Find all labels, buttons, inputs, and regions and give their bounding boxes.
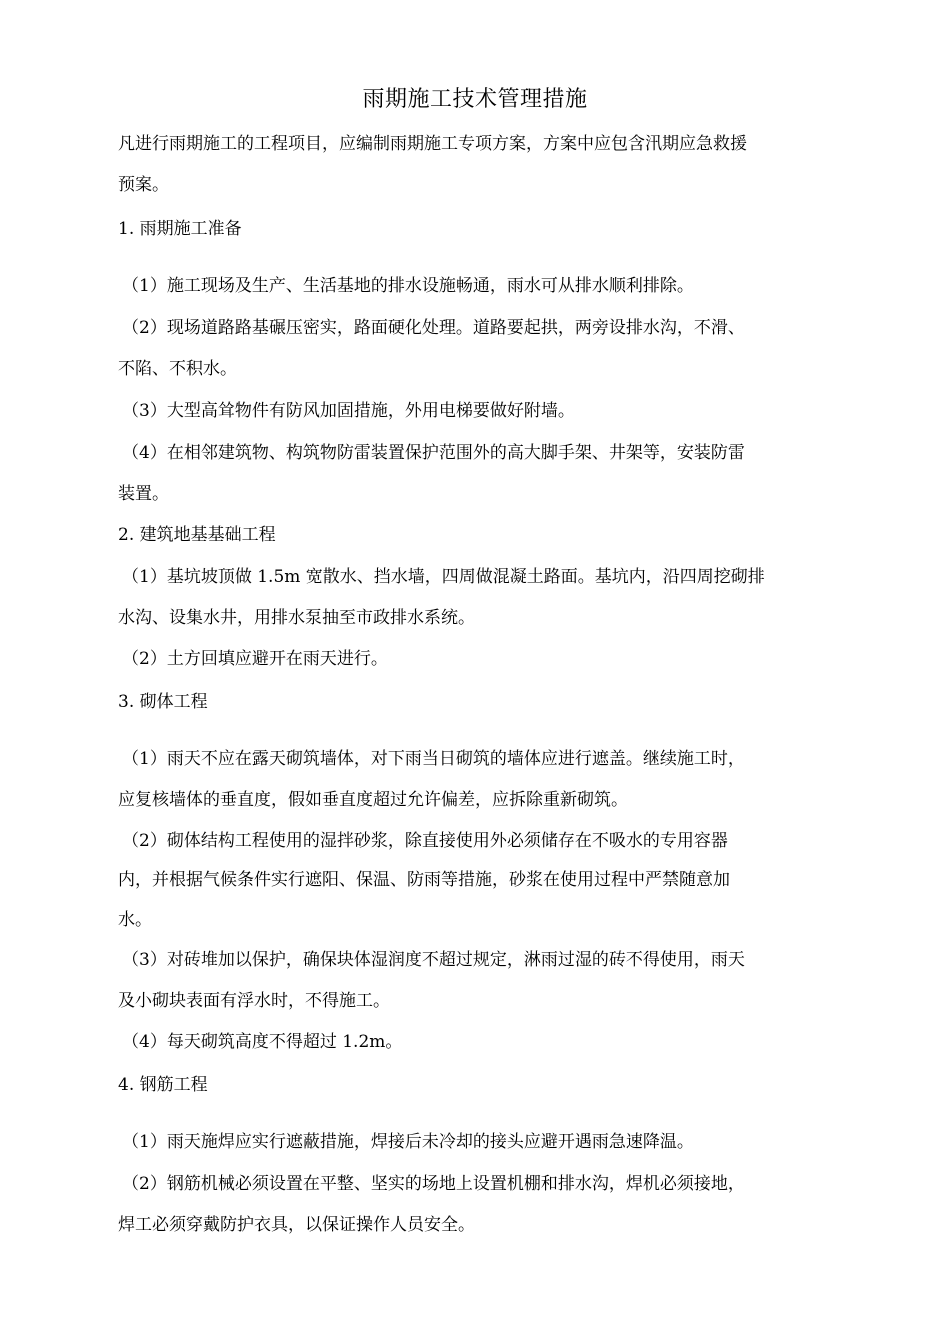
paragraph-line: （4）每天砌筑高度不得超过 1.2m。 <box>122 1032 403 1052</box>
document-title: 雨期施工技术管理措施 <box>362 87 588 112</box>
section-heading: 3. 砌体工程 <box>118 692 208 712</box>
paragraph-line: （2）钢筋机械必须设置在平整、坚实的场地上设置机棚和排水沟，焊机必须接地， <box>122 1174 745 1194</box>
paragraph-line: 装置。 <box>118 484 169 504</box>
paragraph-line: 应复核墙体的垂直度，假如垂直度超过允许偏差，应拆除重新砌筑。 <box>118 790 628 810</box>
paragraph-line: （2）土方回填应避开在雨天进行。 <box>122 649 388 669</box>
paragraph-line: 水。 <box>118 910 152 930</box>
paragraph-line: （3）对砖堆加以保护，确保块体湿润度不超过规定，淋雨过湿的砖不得使用，雨天 <box>122 950 745 970</box>
paragraph-line: （3）大型高耸物件有防风加固措施，外用电梯要做好附墙。 <box>122 401 575 421</box>
paragraph-line: 及小砌块表面有浮水时，不得施工。 <box>118 991 390 1011</box>
paragraph-line: 不陷、不积水。 <box>118 359 237 379</box>
paragraph-line: （1）雨天不应在露天砌筑墙体，对下雨当日砌筑的墙体应进行遮盖。继续施工时， <box>122 749 745 769</box>
paragraph-line: （1）基坑坡顶做 1.5m 宽散水、挡水墙，四周做混凝土路面。基坑内，沿四周挖砌排 <box>122 567 765 587</box>
paragraph-line: 焊工必须穿戴防护衣具，以保证操作人员安全。 <box>118 1215 475 1235</box>
section-heading: 4. 钢筋工程 <box>118 1075 208 1095</box>
paragraph-line: 水沟、设集水井，用排水泵抽至市政排水系统。 <box>118 608 475 628</box>
section-heading: 1. 雨期施工准备 <box>118 219 242 239</box>
paragraph-line: 内，并根据气候条件实行遮阳、保温、防雨等措施，砂浆在使用过程中严禁随意加 <box>118 870 730 890</box>
intro-line: 凡进行雨期施工的工程项目，应编制雨期施工专项方案，方案中应包含汛期应急救援 <box>118 134 747 154</box>
paragraph-line: （2）现场道路路基碾压密实，路面硬化处理。道路要起拱，两旁设排水沟，不滑、 <box>122 318 745 338</box>
paragraph-line: （2）砌体结构工程使用的湿拌砂浆，除直接使用外必须储存在不吸水的专用容器 <box>122 831 728 851</box>
paragraph-line: （4）在相邻建筑物、构筑物防雷装置保护范围外的高大脚手架、井架等，安装防雷 <box>122 443 745 463</box>
paragraph-line: （1）雨天施焊应实行遮蔽措施，焊接后未冷却的接头应避开遇雨急速降温。 <box>122 1132 694 1152</box>
paragraph-line: （1）施工现场及生产、生活基地的排水设施畅通，雨水可从排水顺利排除。 <box>122 276 694 296</box>
section-heading: 2. 建筑地基基础工程 <box>118 525 276 545</box>
intro-line: 预案。 <box>118 175 169 195</box>
